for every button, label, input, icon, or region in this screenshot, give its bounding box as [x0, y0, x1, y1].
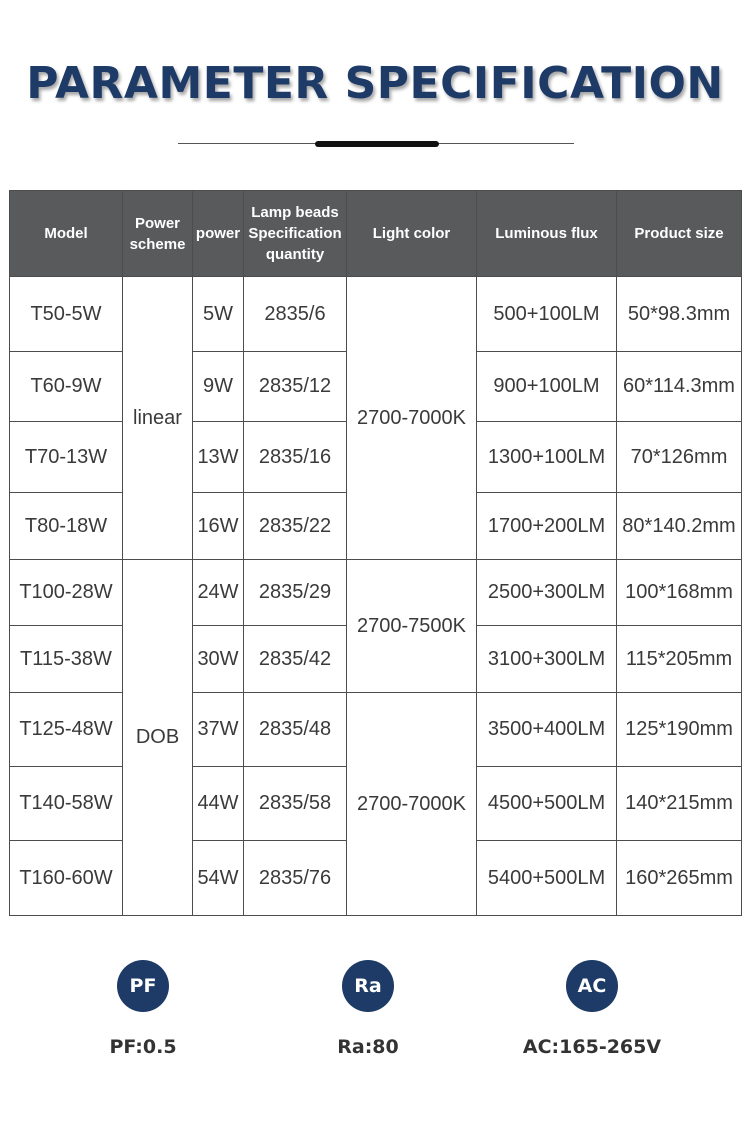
header-product-size: Product size [617, 191, 742, 277]
cell-light-color: 2700-7000K [347, 693, 477, 916]
cell-product-size: 160*265mm [617, 841, 742, 916]
pf-icon: PF [117, 960, 169, 1012]
cell-product-size: 115*205mm [617, 626, 742, 693]
table-row [10, 277, 742, 352]
cell-product-size: 100*168mm [617, 560, 742, 626]
ra-icon: Ra [342, 960, 394, 1012]
cell-model: T60-9W [10, 352, 123, 422]
cell-model: T115-38W [10, 626, 123, 693]
cell-product-size: 70*126mm [617, 422, 742, 493]
table-header-row [10, 191, 742, 277]
cell-luminous-flux: 3100+300LM [477, 626, 617, 693]
pf-label: PF:0.5 [109, 1036, 177, 1058]
header-light-color: Light color [347, 191, 477, 277]
cell-product-size: 140*215mm [617, 767, 742, 841]
ra-label: Ra:80 [337, 1036, 399, 1058]
cell-luminous-flux: 500+100LM [477, 277, 617, 352]
ac-badge [512, 960, 672, 1058]
cell-model: T50-5W [10, 277, 123, 352]
header-power-scheme: Power scheme [123, 191, 193, 277]
cell-lamp-beads: 2835/29 [244, 560, 347, 626]
spec-table [9, 190, 742, 916]
cell-luminous-flux: 3500+400LM [477, 693, 617, 767]
cell-model: T140-58W [10, 767, 123, 841]
cell-power: 16W [193, 493, 244, 560]
pf-badge [63, 960, 223, 1058]
cell-power: 30W [193, 626, 244, 693]
cell-model: T160-60W [10, 841, 123, 916]
header-model: Model [10, 191, 123, 277]
cell-power: 24W [193, 560, 244, 626]
header-lamp-beads: Lamp beads Specification quantity [244, 191, 347, 277]
cell-lamp-beads: 2835/48 [244, 693, 347, 767]
cell-lamp-beads: 2835/42 [244, 626, 347, 693]
cell-power-scheme: DOB [123, 560, 193, 916]
cell-luminous-flux: 1700+200LM [477, 493, 617, 560]
page-title: PARAMETER SPECIFICATION [26, 58, 724, 109]
cell-power: 13W [193, 422, 244, 493]
cell-product-size: 125*190mm [617, 693, 742, 767]
table-row [10, 693, 742, 767]
table-row [10, 560, 742, 626]
cell-model: T100-28W [10, 560, 123, 626]
cell-product-size: 60*114.3mm [617, 352, 742, 422]
cell-power-scheme: linear [123, 277, 193, 560]
ra-badge [288, 960, 448, 1058]
cell-light-color: 2700-7500K [347, 560, 477, 693]
cell-lamp-beads: 2835/6 [244, 277, 347, 352]
cell-lamp-beads: 2835/22 [244, 493, 347, 560]
cell-luminous-flux: 900+100LM [477, 352, 617, 422]
cell-lamp-beads: 2835/16 [244, 422, 347, 493]
cell-power: 5W [193, 277, 244, 352]
ac-label: AC:165-265V [522, 1036, 662, 1058]
cell-product-size: 80*140.2mm [617, 493, 742, 560]
cell-power: 37W [193, 693, 244, 767]
cell-model: T80-18W [10, 493, 123, 560]
cell-model: T125-48W [10, 693, 123, 767]
header-power: power [193, 191, 244, 277]
cell-lamp-beads: 2835/58 [244, 767, 347, 841]
cell-power: 9W [193, 352, 244, 422]
cell-luminous-flux: 5400+500LM [477, 841, 617, 916]
cell-luminous-flux: 2500+300LM [477, 560, 617, 626]
ac-icon: AC [566, 960, 618, 1012]
cell-luminous-flux: 4500+500LM [477, 767, 617, 841]
cell-product-size: 50*98.3mm [617, 277, 742, 352]
cell-luminous-flux: 1300+100LM [477, 422, 617, 493]
cell-model: T70-13W [10, 422, 123, 493]
title-divider-bar [315, 141, 439, 147]
cell-light-color: 2700-7000K [347, 277, 477, 560]
cell-lamp-beads: 2835/76 [244, 841, 347, 916]
header-luminous-flux: Luminous flux [477, 191, 617, 277]
spec-badges [0, 960, 750, 1070]
cell-power: 44W [193, 767, 244, 841]
cell-lamp-beads: 2835/12 [244, 352, 347, 422]
cell-power: 54W [193, 841, 244, 916]
